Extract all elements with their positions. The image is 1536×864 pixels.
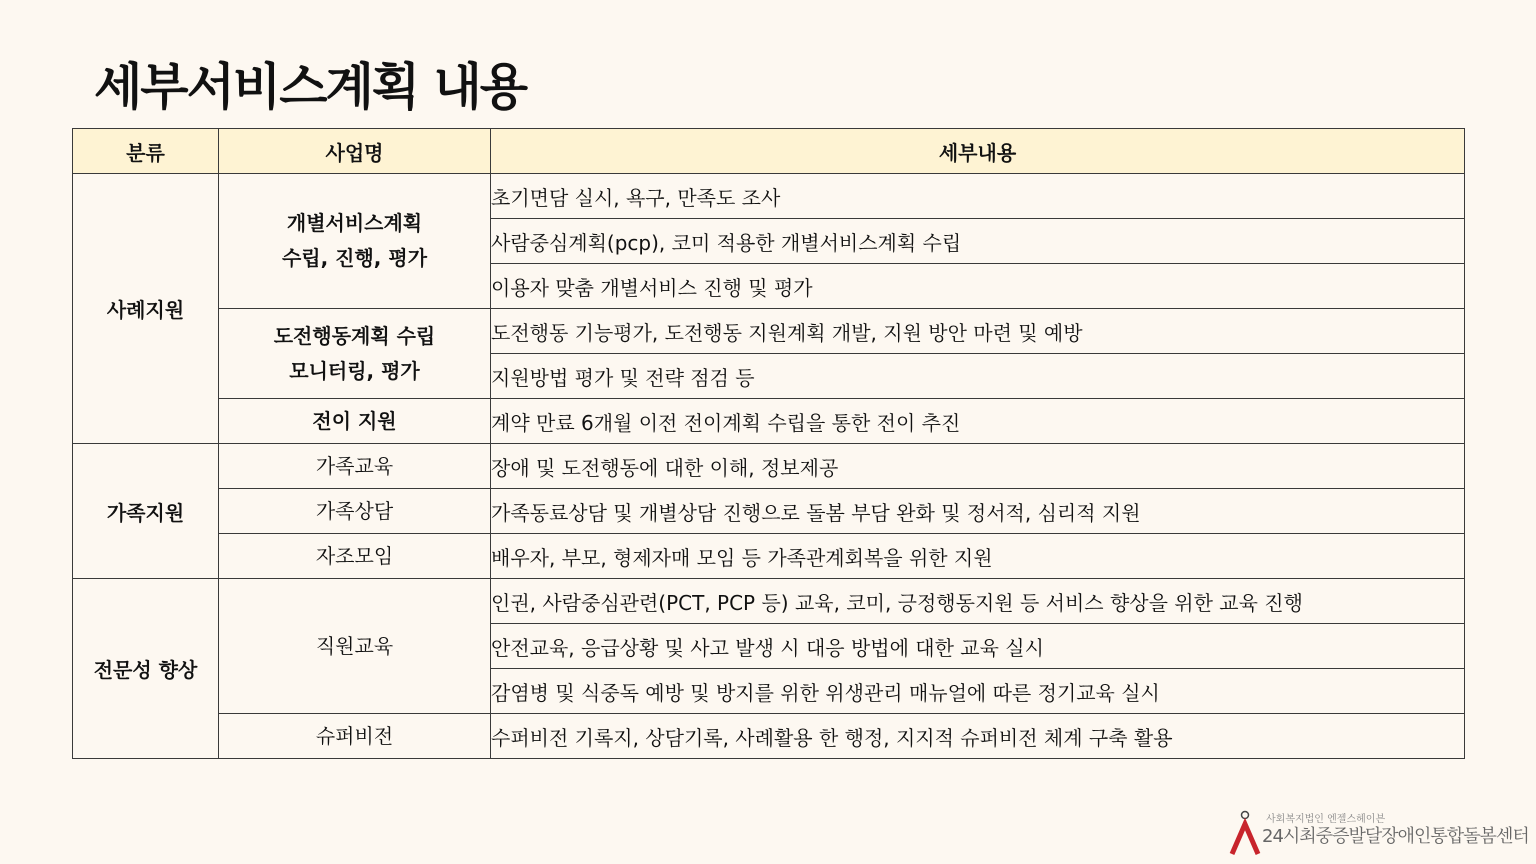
program-name-line: 개별서비스계획 xyxy=(286,211,423,235)
program-cell xyxy=(219,579,491,714)
program-name-line: 전이 지원 xyxy=(312,408,397,433)
program-name-line: 슈퍼비전 xyxy=(315,723,394,748)
logo-subtitle: 사회복지법인 엔젤스헤이븐 xyxy=(1266,814,1386,825)
detail-cell: 초기면담 실시, 욕구, 만족도 조사 xyxy=(491,174,1465,219)
detail-cell: 감염병 및 식중독 예방 및 방지를 위한 위생관리 매뉴얼에 따른 정기교육 실시 xyxy=(491,669,1465,714)
organization-logo xyxy=(1228,808,1528,856)
header-details: 세부내용 xyxy=(491,129,1465,174)
program-name-line: 가족상담 xyxy=(315,498,394,523)
category-cell: 전문성 향상 xyxy=(73,579,219,759)
table-row xyxy=(73,489,1465,534)
program-name-line: 모니터링, 평가 xyxy=(289,358,420,383)
program-cell xyxy=(219,489,491,534)
table-row xyxy=(73,534,1465,579)
header-category: 분류 xyxy=(73,129,219,174)
detail-cell: 가족동료상담 및 개별상담 진행으로 돌봄 부담 완화 및 정서적, 심리적 지원 xyxy=(491,489,1465,534)
person-logo-icon xyxy=(1228,810,1262,856)
detail-cell: 안전교육, 응급상황 및 사고 발생 시 대응 방법에 대한 교육 실시 xyxy=(491,624,1465,669)
detail-cell: 배우자, 부모, 형제자매 모임 등 가족관계회복을 위한 지원 xyxy=(491,534,1465,579)
table-row xyxy=(73,579,1465,624)
program-cell xyxy=(219,444,491,489)
detail-cell: 계약 만료 6개월 이전 전이계획 수립을 통한 전이 추진 xyxy=(491,399,1465,444)
header-program: 사업명 xyxy=(219,129,491,174)
program-name-line: 자조모임 xyxy=(315,543,394,568)
program-cell xyxy=(219,399,491,444)
page-title: 세부서비스계획 내용 xyxy=(94,58,527,116)
table-row xyxy=(73,174,1465,219)
detail-cell: 지원방법 평가 및 전략 점검 등 xyxy=(491,354,1465,399)
category-cell: 가족지원 xyxy=(73,444,219,579)
program-cell xyxy=(219,534,491,579)
detail-cell: 도전행동 기능평가, 도전행동 지원계획 개발, 지원 방안 마련 및 예방 xyxy=(491,309,1465,354)
detail-cell: 수퍼비전 기록지, 상담기록, 사례활용 한 행정, 지지적 슈퍼비전 체계 구축 활용 xyxy=(491,714,1465,759)
table-row xyxy=(73,444,1465,489)
service-plan-table xyxy=(72,128,1465,759)
program-cell xyxy=(219,309,491,399)
detail-cell: 인권, 사람중심관련(PCT, PCP 등) 교육, 코미, 긍정행동지원 등 서비스 향상을 위한 교육 진행 xyxy=(491,579,1465,624)
program-name-line: 직원교육 xyxy=(315,633,394,658)
table-row xyxy=(73,309,1465,354)
table-header-row xyxy=(73,129,1465,174)
table-row xyxy=(73,714,1465,759)
category-cell: 사례지원 xyxy=(73,174,219,444)
table-row xyxy=(73,399,1465,444)
program-name-line: 도전행동계획 수립 xyxy=(273,323,436,348)
program-name-line: 가족교육 xyxy=(315,453,394,478)
logo-name: 24시최중증발달장애인통합돌봄센터 xyxy=(1262,826,1529,847)
detail-cell: 이용자 맞춤 개별서비스 진행 및 평가 xyxy=(491,264,1465,309)
program-cell xyxy=(219,714,491,759)
program-cell xyxy=(219,174,491,309)
program-name-line: 수립, 진행, 평가 xyxy=(281,246,428,270)
table-body xyxy=(73,174,1465,759)
detail-cell: 장애 및 도전행동에 대한 이해, 정보제공 xyxy=(491,444,1465,489)
detail-cell: 사람중심계획(pcp), 코미 적용한 개별서비스계획 수립 xyxy=(491,219,1465,264)
